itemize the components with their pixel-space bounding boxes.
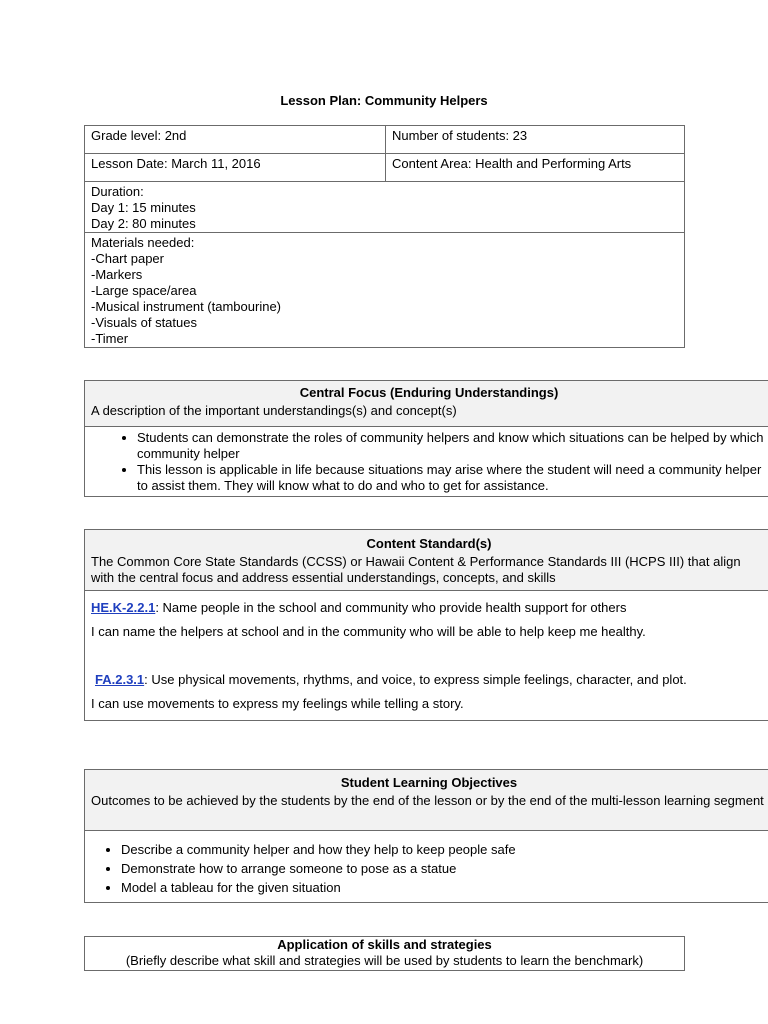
- grade-level-cell: Grade level: 2nd: [85, 126, 386, 154]
- central-focus-section: [84, 380, 768, 497]
- content-standards-heading: Content Standard(s): [366, 536, 492, 551]
- material-item: -Markers: [91, 267, 143, 282]
- application-description: (Briefly describe what skill and strategies will be used by students to learn the benchmark): [125, 953, 644, 968]
- materials-cell: [85, 233, 685, 348]
- lesson-info-table: [84, 125, 685, 348]
- list-item: • Students can demonstrate the roles of community helpers and know which situations can be helped by which community helper: [137, 430, 768, 462]
- standard-1-can: I can name the helpers at school and in the community who will be able to help keep me healthy.: [91, 624, 646, 639]
- materials-label: Materials needed:: [91, 235, 195, 250]
- standard-2-can: I can use movements to express my feelings while telling a story.: [91, 696, 464, 711]
- material-item: -Visuals of statues: [91, 315, 197, 330]
- page-title: Lesson Plan: Community Helpers: [280, 93, 488, 108]
- list-item: • Describe a community helper and how they help to keep people safe: [121, 840, 768, 859]
- list-item: • Model a tableau for the given situation: [121, 878, 768, 897]
- standard-2-text: : Use physical movements, rhythms, and voice, to express simple feelings, character, and plot.: [144, 672, 687, 687]
- objectives-section: [84, 769, 768, 903]
- standard-2: [91, 672, 767, 688]
- objectives-list: [85, 831, 768, 897]
- content-standards-section: [84, 529, 768, 721]
- duration-cell: [85, 182, 685, 233]
- content-area-cell: Content Area: Health and Performing Arts: [386, 154, 685, 182]
- standard-2-link[interactable]: FA.2.3.1: [95, 672, 145, 687]
- material-item: -Musical instrument (tambourine): [91, 299, 282, 314]
- application-section: [84, 936, 685, 971]
- material-item: -Chart paper: [91, 251, 164, 266]
- number-of-students-cell: Number of students: 23: [386, 126, 685, 154]
- central-focus-description: A description of the important understandings(s) and concept(s): [91, 403, 457, 418]
- duration-day1: Day 1: 15 minutes: [91, 200, 196, 215]
- lesson-date-cell: Lesson Date: March 11, 2016: [85, 154, 386, 182]
- list-item: • This lesson is applicable in life because situations may arise where the student will need a community helper to assist them. They will know what to do and who to get for assistance.: [137, 462, 768, 494]
- standard-1: [91, 600, 767, 616]
- content-standards-description: The Common Core State Standards (CCSS) or Hawaii Content & Performance Standards III (HCPS III) that align with the central focus and address essential understandings, concepts, and skills: [91, 554, 741, 585]
- objectives-description: Outcomes to be achieved by the students by the end of the lesson or by the end of the multi-lesson learning segment: [91, 793, 764, 808]
- application-heading: Application of skills and strategies: [277, 937, 492, 952]
- central-focus-list: [85, 427, 768, 494]
- standard-1-text: : Name people in the school and community who provide health support for others: [155, 600, 627, 615]
- standard-1-link[interactable]: HE.K-2.2.1: [91, 600, 156, 615]
- list-item: • Demonstrate how to arrange someone to pose as a statue: [121, 859, 768, 878]
- material-item: -Large space/area: [91, 283, 197, 298]
- central-focus-heading: Central Focus (Enduring Understandings): [299, 385, 559, 400]
- duration-label: Duration:: [91, 184, 144, 199]
- objectives-heading: Student Learning Objectives: [340, 775, 518, 790]
- duration-day2: Day 2: 80 minutes: [91, 216, 196, 231]
- material-item: -Timer: [91, 331, 129, 346]
